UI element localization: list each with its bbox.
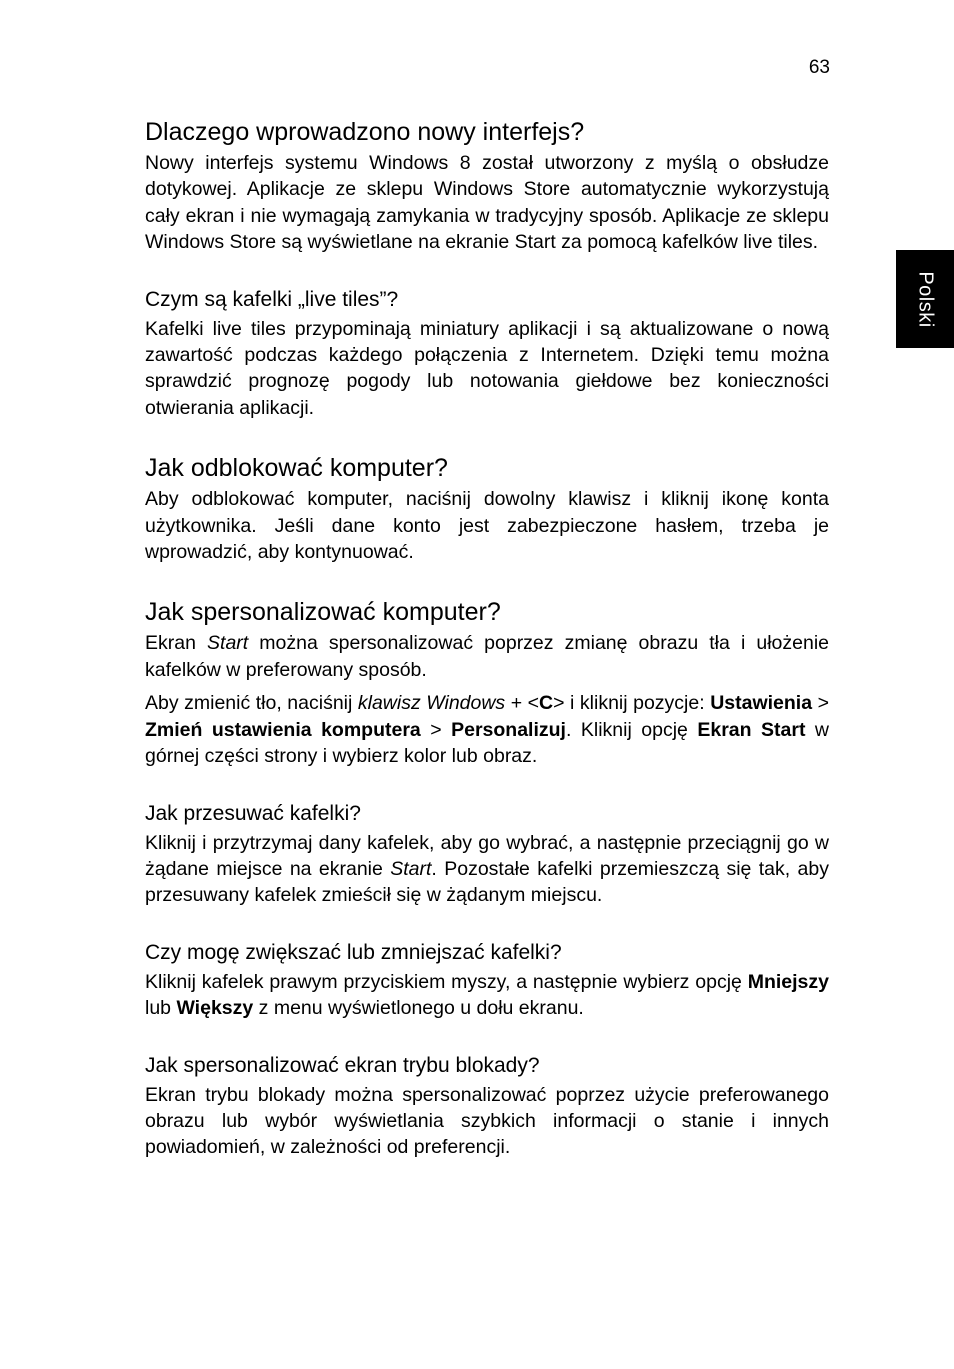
section-paragraph: Ekran Start można spersonalizować poprzez zmianę obrazu tła i ułożenie kafelków w preferowany sposób. — [145, 632, 830, 681]
section-subheading: Jak spersonalizować ekran trybu blokady? — [145, 1053, 540, 1077]
section-live-tiles — [145, 286, 829, 422]
section-paragraph: Kafelki live tiles przypominają miniatury aplikacji i są aktualizowane o nową zawartość podczas każdego połączenia z Internetem. Dzięki temu można sprawdzić prognozę pogody lub notowania giełdowe bez konieczności otwierania aplikacji. — [145, 317, 829, 419]
section-heading: Jak odblokować komputer? — [145, 454, 448, 483]
section-new-interface — [145, 116, 829, 256]
section-heading: Jak spersonalizować komputer? — [145, 598, 501, 627]
section-heading: Dlaczego wprowadzono nowy interfejs? — [145, 118, 585, 146]
section-unlock-computer — [145, 452, 829, 565]
section-paragraph: Ekran trybu blokady można spersonalizować poprzez użycie preferowanego obrazu lub wybór wyświetlania szybkich informacji o stanie i innych powiadomień, w zależności od preferencji. — [145, 1083, 829, 1159]
language-tab — [896, 250, 954, 348]
section-paragraph: Kliknij i przytrzymaj dany kafelek, aby go wybrać, a następnie przeciągnij go w żądane miejsce na ekranie Start. Pozostałe kafelki przemieszczą się tak, aby przesuwany kafelek zmieścił się w żądanym miejscu. — [145, 831, 829, 907]
section-subheading: Czym są kafelki „live tiles”? — [145, 287, 399, 311]
section-paragraph: Aby zmienić tło, naciśnij klawisz Windows + <C> i kliknij pozycje: Ustawienia > Zmień ustawienia komputera > Personalizuj. Kliknij opcję Ekran Start w górnej części strony i wybierz kolor lub obraz. — [145, 692, 829, 768]
section-lock-screen — [145, 1052, 829, 1161]
section-personalize-computer — [145, 596, 829, 769]
section-paragraph: Nowy interfejs systemu Windows 8 został utworzony z myślą o obsłudze dotykowej. Aplikacje ze sklepu Windows Store automatycznie wykorzystują cały ekran i nie wymagają zamykania w tradycyjny sposób. Aplikacje ze sklepu Windows Store są wyświetlane na ekranie Start za pomocą kafelków live tiles. — [145, 152, 829, 254]
page-content — [145, 116, 829, 1161]
section-subheading: Czy mogę zwiększać lub zmniejszać kafelki? — [145, 940, 562, 964]
section-resize-tiles — [145, 939, 829, 1022]
section-move-tiles — [145, 800, 829, 909]
section-subheading: Jak przesuwać kafelki? — [145, 801, 361, 825]
language-tab-label: Polski — [914, 270, 937, 328]
section-paragraph: Aby odblokować komputer, naciśnij dowolny klawisz i kliknij ikonę konta użytkownika. Jeśli dane konto jest zabezpieczone hasłem, trzeba je wprowadzić, aby kontynuować. — [145, 488, 829, 564]
page-number: 63 — [808, 57, 830, 78]
section-paragraph: Kliknij kafelek prawym przyciskiem myszy, a następnie wybierz opcję Mniejszy lub Większy z menu wyświetlonego u dołu ekranu. — [145, 970, 829, 1020]
